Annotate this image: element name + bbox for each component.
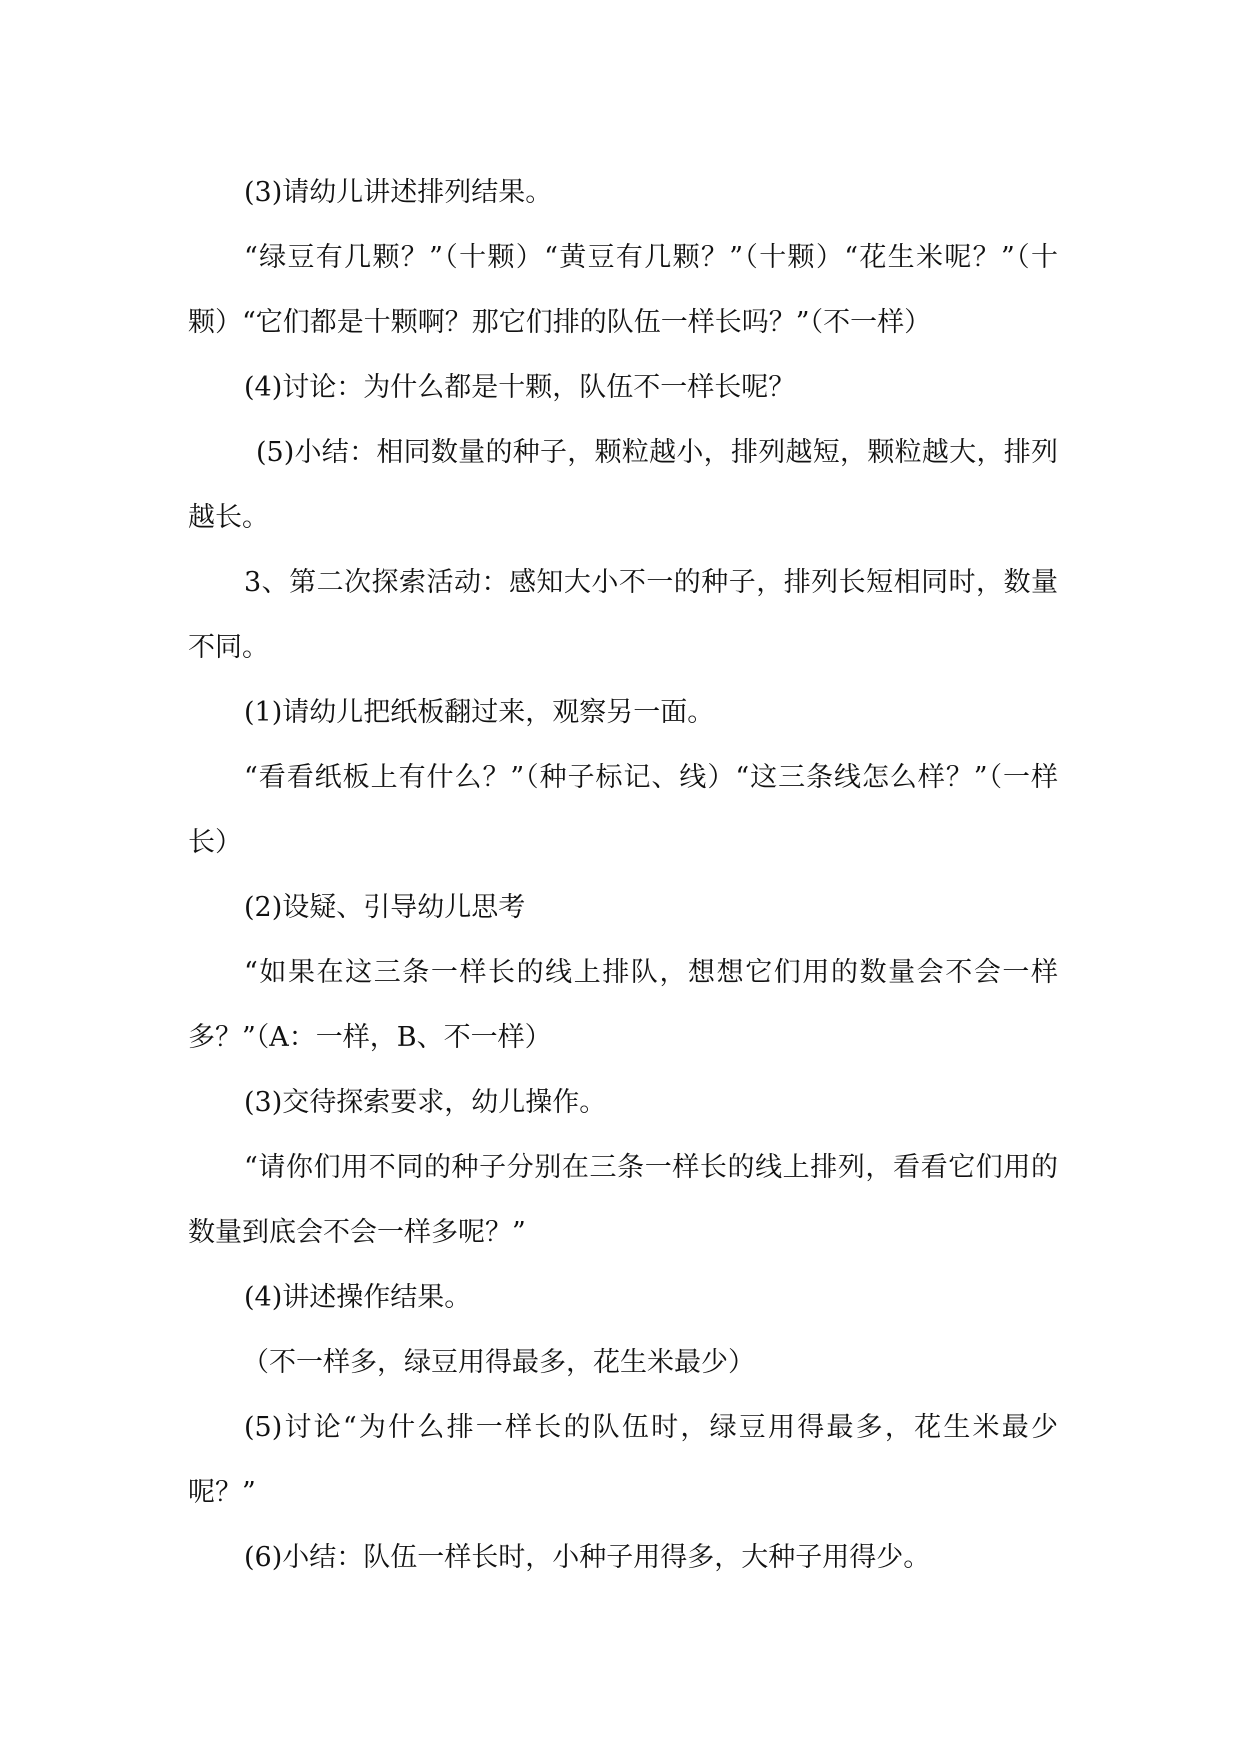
document-body [188,160,1058,1590]
paragraph-step-2-question: (2)设疑、引导幼儿思考 [244,892,526,923]
paragraph-dialogue-same-quantity: “如果在这三条一样长的线上排队，想想它们用的数量会不会一样多？”（A：一样，B、不一样） [188,957,1058,1053]
paragraph-step-4-narrate-results: (4)讲述操作结果。 [244,1282,472,1313]
paragraph-dialogue-counting-seeds: “绿豆有几颗？”（十颗）“黄豆有几颗？”（十颗）“花生米呢？”（十颗）“它们都是十颗啊？那它们排的队伍一样长吗？”（不一样） [188,242,1058,338]
paragraph-step-5-summary: (5)小结：相同数量的种子，颗粒越小，排列越短，颗粒越大，排列越长。 [188,437,1058,533]
paragraph-result-note: （不一样多，绿豆用得最多，花生米最少） [242,1347,755,1378]
paragraph-section-3-heading: 3、第二次探索活动：感知大小不一的种子，排列长短相同时，数量不同。 [188,567,1058,663]
paragraph-step-5-discussion: (5)讨论“为什么排一样长的队伍时，绿豆用得最多，花生米最少呢？” [188,1412,1058,1508]
paragraph-step-4-discussion: (4)讨论：为什么都是十颗，队伍不一样长呢？ [244,372,796,403]
paragraph-step-3-narrate-results: (3)请幼儿讲述排列结果。 [244,177,553,208]
paragraph-dialogue-board-lines: “看看纸板上有什么？”（种子标记、线）“这三条线怎么样？”（一样长） [188,762,1058,858]
paragraph-step-3-requirements: (3)交待探索要求，幼儿操作。 [244,1087,607,1118]
paragraph-step-1-flip-board: (1)请幼儿把纸板翻过来，观察另一面。 [244,697,715,728]
paragraph-step-6-summary: (6)小结：队伍一样长时，小种子用得多，大种子用得少。 [244,1542,931,1573]
paragraph-dialogue-arrange-seeds: “请你们用不同的种子分别在三条一样长的线上排列，看看它们用的数量到底会不会一样多呢？” [188,1152,1058,1248]
